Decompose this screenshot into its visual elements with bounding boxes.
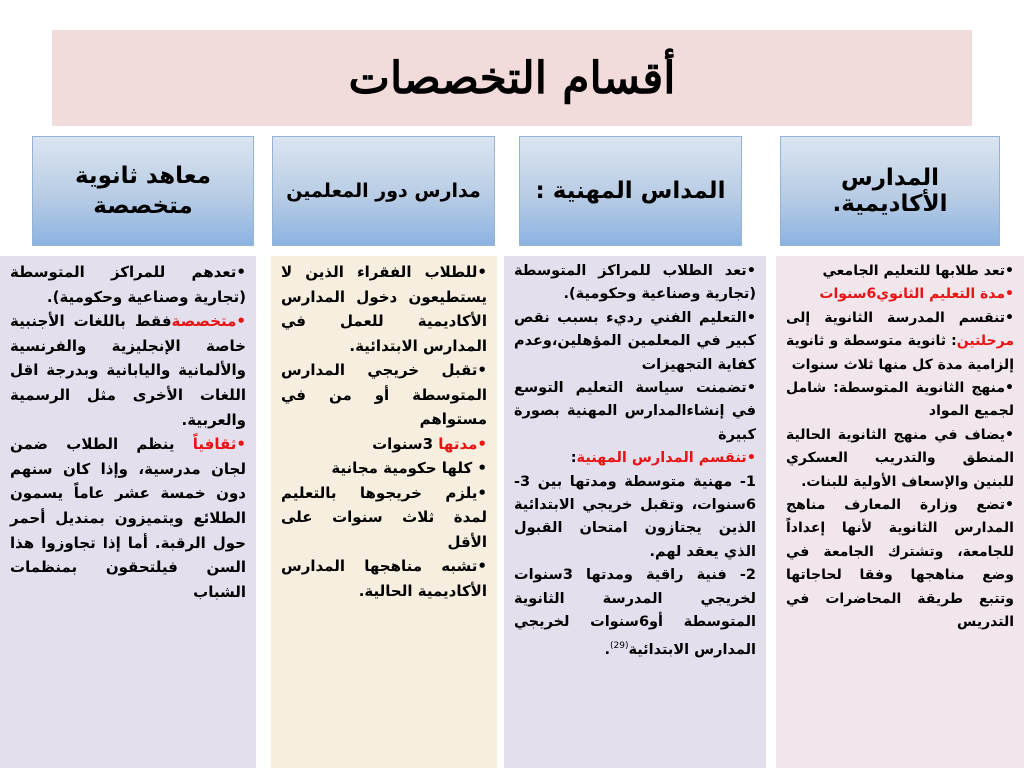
academic-point-ministry: •تضع وزارة المعارف مناهج المدارس الثانوية لأنها إعداداً للجامعة، وتشترك الجامعة في وضع مناهجها وفقا لحاجاتها وتتبع طريقة المحاضرات في التدريس	[786, 497, 1014, 631]
header-vocational-label: المداس المهنية :	[535, 178, 726, 204]
specialized-point-languages: •متخصصةفقط باللغات الأجنبية خاصة الإنجليزية والفرنسية والألمانية واليابانية وبدرجة اقل اللغات الأخرى مثل الرسمية والعربية.	[10, 312, 246, 429]
column-academic	[776, 256, 1024, 768]
column-teacher-schools	[271, 256, 497, 768]
academic-point-division: •تنقسم المدرسة الثانوية إلى مرحلتين: ثانوية متوسطة و ثانوية إلزامية مدة كل منها ثلاث سنوات	[786, 309, 1014, 373]
vocational-point-prepare: •تعد الطلاب للمراكز المتوسطة (تجارية وصناعية وحكومية).	[514, 263, 756, 303]
teacher-point-obligation: •يلزم خريجوها بالتعليم لمدة ثلاث سنوات على الأقل	[281, 483, 487, 551]
teacher-point-duration: •مدتها 3سنوات	[372, 434, 487, 453]
academic-point-added: •يضاف في منهج الثانوية الحالية المنطق والتدريب العسكري للبنين والإسعاف الأولية للبنات.	[786, 426, 1014, 490]
column-specialized-institutes	[0, 256, 256, 768]
header-academic-label: المدارس الأكاديمية.	[832, 165, 948, 217]
vocational-point-quality: •التعليم الفني رديء بسبب نقص كبير في المعلمين المؤهلين،وعدم كفاية التجهيزات	[514, 309, 756, 373]
specialized-point-cultural: •ثقافياً ينظم الطلاب ضمن لجان مدرسية، وإذا كان سنهم دون خمسة عشر عاماً يسمون الطلائع ويتميزون بمنديل أحمر حول الرقبة. أما إذا تجاوزوا هذا السن فيلتحقون بمنظمات الشباب	[10, 435, 246, 601]
header-teacher-schools	[272, 136, 495, 246]
teacher-point-curriculum: •تشبه مناهجها المدارس الأكاديمية الحالية.	[281, 557, 487, 600]
academic-point-curriculum: •منهج الثانوية المتوسطة: شامل لجميع المواد	[786, 380, 1014, 420]
header-teacher-label: مدارس دور المعلمين	[286, 180, 481, 202]
academic-point-duration: •مدة التعليم الثانوي6سنوات	[819, 286, 1014, 303]
specialized-point-prepare: •تعدهم للمراكز المتوسطة (تجارية وصناعية وحكومية).	[10, 263, 246, 306]
column-vocational	[504, 256, 766, 768]
page-title: أقسام التخصصات	[348, 52, 676, 104]
header-specialized-label: معاهد ثانوية متخصصة	[74, 163, 211, 219]
teacher-point-purpose: •للطلاب الفقراء الذين لا يستطيعون دخول المدارس الأكاديمية للعمل في المدارس الابتدائية.	[281, 263, 487, 355]
header-vocational-schools	[519, 136, 742, 246]
title-banner	[52, 30, 972, 126]
vocational-point-intermediate: 1- مهنية متوسطة ومدتها بين 3-6سنوات، وتقبل خريجي الابتدائية الذين يجتازون امتحان القبول الذي يعقد لهم.	[514, 473, 756, 560]
vocational-point-technical: 2- فنية راقية ومدتها 3سنوات لخريجي المدرسة الثانوية المتوسطة أو6سنوات لخريجي المدارس الابتدائية$^{(29)}$.	[514, 567, 757, 658]
header-academic-schools	[780, 136, 1000, 246]
vocational-point-division: •تنقسم المدارس المهنية:	[570, 450, 756, 467]
teacher-point-free: • كلها حكومية مجانية	[331, 459, 487, 477]
vocational-point-policy: •تضمنت سياسة التعليم التوسع في إنشاءالمدارس المهنية بصورة كبيرة	[514, 380, 756, 443]
teacher-point-admission: •تقبل خريجي المدارس المتوسطة أو من في مستواهم	[281, 361, 487, 428]
academic-point-prepare: •تعد طلابها للتعليم الجامعي	[822, 263, 1014, 279]
header-specialized-institutes	[32, 136, 254, 246]
